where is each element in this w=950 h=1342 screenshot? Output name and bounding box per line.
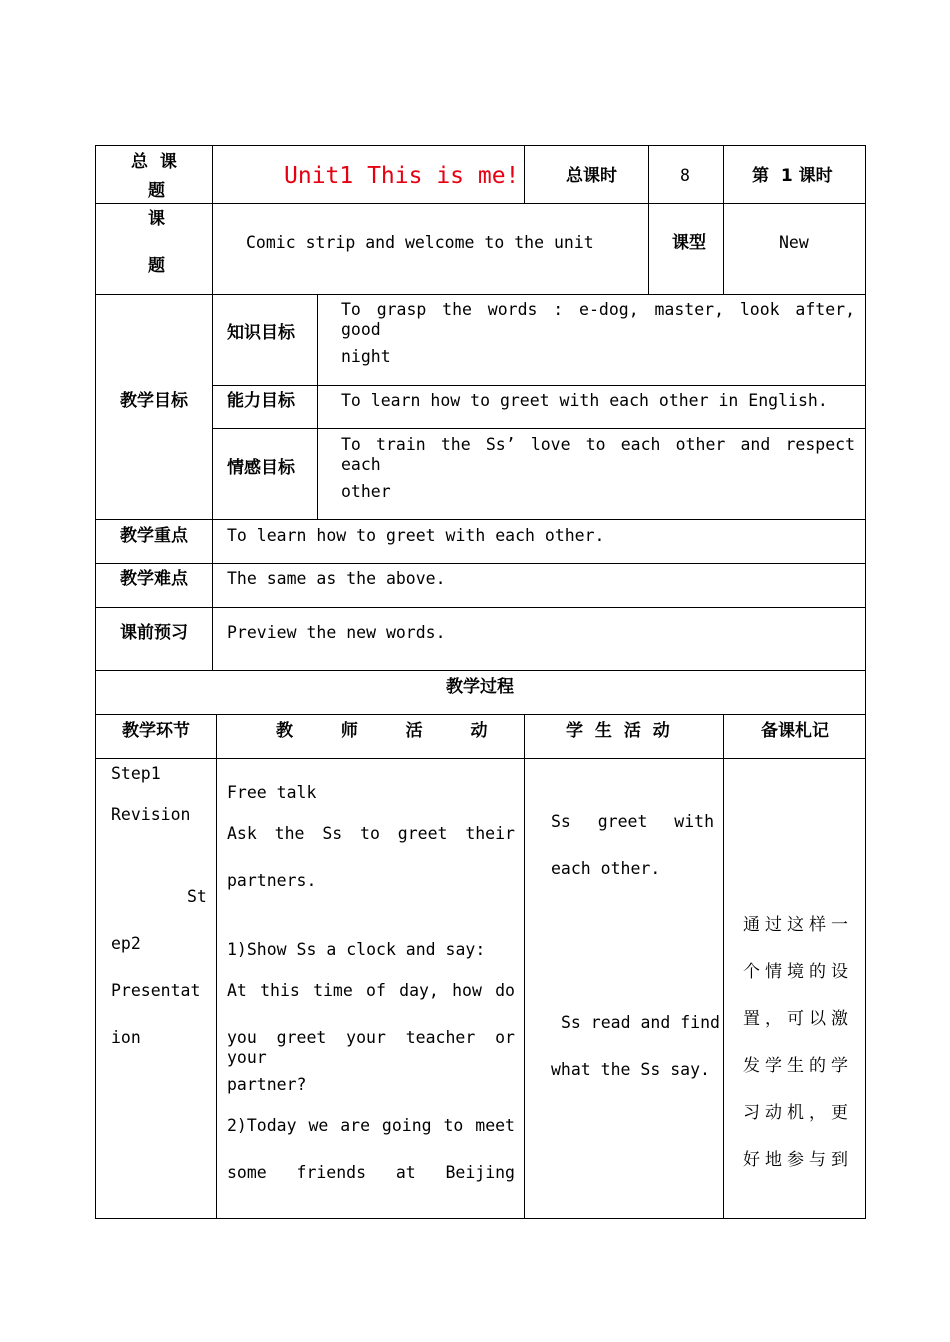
stage-step1: Step1 (111, 764, 161, 783)
col-student: 学 生 活 动 (566, 721, 670, 741)
stage-step2-name-b: ion (111, 1028, 141, 1047)
ability-goal-label: 能力目标 (227, 391, 295, 411)
student-read-line: Ss read and find (561, 1013, 720, 1032)
stage-step2-name-a: Presentat (111, 981, 201, 1000)
rule (213, 428, 866, 429)
teacher-today-line: 2)Today we are going to meet (227, 1116, 515, 1135)
preview-label: 课前预习 (120, 623, 188, 643)
emotion-goal-text: To train the Ss’ love to each other and respect each (341, 435, 855, 474)
stage-step2-b: ep2 (111, 934, 141, 953)
rule (95, 563, 866, 564)
rule (865, 145, 866, 1219)
lesson-type-label: 课型 (672, 233, 706, 253)
rule (95, 145, 866, 146)
rule (95, 1218, 866, 1219)
lesson-number: 第 1 课时 (752, 166, 833, 186)
rule (216, 714, 217, 1219)
rule (95, 145, 96, 1219)
rule (213, 385, 866, 386)
stage-step1-name: Revision (111, 805, 191, 824)
rule (95, 519, 866, 520)
student-greet-line-2: each other. (551, 859, 661, 878)
objectives-label: 教学目标 (120, 391, 188, 411)
notes-line: 习动机，更 (743, 1103, 853, 1123)
difficulty-label: 教学难点 (120, 569, 188, 589)
rule (648, 145, 649, 295)
teacher-show-line: 1)Show Ss a clock and say: (227, 940, 486, 959)
preview-value: Preview the new words. (227, 623, 446, 642)
col-notes: 备课札记 (761, 721, 829, 741)
teacher-at-line: At this time of day, how do (227, 981, 515, 1000)
total-lesson-label: 总 课 (131, 152, 177, 172)
total-hours-label: 总课时 (566, 166, 617, 186)
topic-value: Comic strip and welcome to the unit (246, 233, 594, 252)
rule (723, 145, 724, 295)
student-greet-line: Ss greet with (551, 812, 714, 831)
knowledge-goal-label: 知识目标 (227, 323, 295, 343)
rule (524, 145, 525, 204)
total-lesson-label-2: 题 (148, 181, 165, 201)
teacher-ask-line-2: partners. (227, 871, 317, 890)
stage-step2-a: St (187, 887, 207, 906)
ability-goal-text: To learn how to greet with each other in English. (341, 391, 828, 410)
topic-label-2: 题 (148, 256, 165, 276)
total-hours-value: 8 (680, 166, 690, 185)
col-stage: 教学环节 (122, 721, 190, 741)
notes-line: 好地参与到 (743, 1150, 853, 1170)
rule (95, 714, 866, 715)
student-read-line-2: what the Ss say. (551, 1060, 710, 1079)
rule (212, 145, 213, 671)
teacher-at-line-2: you greet your teacher or your (227, 1028, 515, 1067)
key-point-value: To learn how to greet with each other. (227, 526, 605, 545)
teacher-at-line-3: partner? (227, 1075, 307, 1094)
knowledge-goal-text-2: night (341, 347, 391, 366)
notes-line: 置，可以激 (743, 1009, 853, 1029)
rule (723, 714, 724, 1219)
topic-label: 课 (148, 209, 165, 229)
teacher-free-talk: Free talk (227, 783, 317, 802)
process-title: 教学过程 (446, 677, 514, 697)
teacher-ask-line: Ask the Ss to greet their (227, 824, 515, 843)
knowledge-goal-text: To grasp the words : e-dog, master, look after, good (341, 300, 855, 339)
lesson-type-value: New (779, 233, 809, 252)
rule (95, 670, 866, 671)
notes-line: 发学生的学 (743, 1056, 853, 1076)
col-teacher: 教 师 活 动 (276, 721, 488, 741)
teacher-today-line-2: some friends at Beijing (227, 1163, 515, 1182)
rule (317, 294, 318, 520)
rule (95, 758, 866, 759)
rule (95, 294, 866, 295)
emotion-goal-label: 情感目标 (227, 458, 295, 478)
rule (95, 607, 866, 608)
difficulty-value: The same as the above. (227, 569, 446, 588)
notes-line: 通过这样一 (743, 915, 853, 935)
rule (524, 714, 525, 1219)
unit-title: Unit1 This is me! (284, 163, 520, 189)
key-point-label: 教学重点 (120, 526, 188, 546)
notes-line: 个情境的设 (743, 962, 853, 982)
emotion-goal-text-2: other (341, 482, 391, 501)
rule (95, 203, 866, 204)
